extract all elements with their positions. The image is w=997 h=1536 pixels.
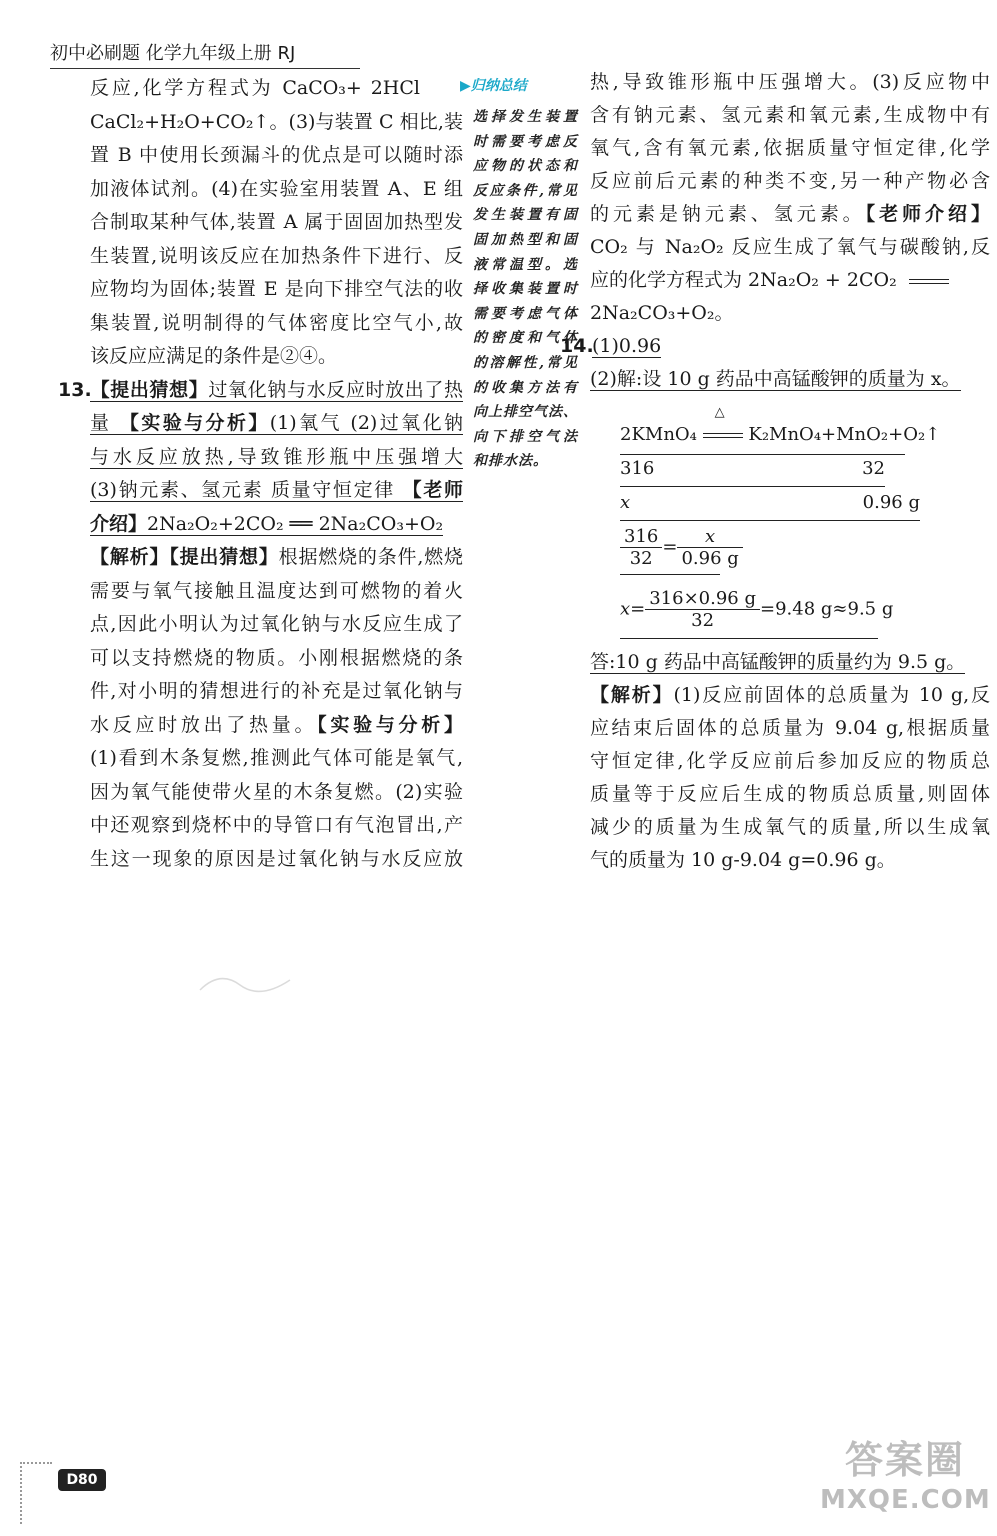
unknown-row [620,492,920,521]
analysis-line: 质量等于反应后生成的物质总质量,则固体 [590,783,990,805]
answer-text: 量 [90,412,112,434]
section-tag: 【解析】 [590,684,674,706]
answer-text: (3)钠元素、氢元素 质量守恒定律 [90,479,395,501]
analysis-text: 水反应时放出了热量。 [90,713,318,736]
analysis-line: 守恒定律,化学反应前后参加反应的物质总 [590,750,990,772]
analysis-line [58,709,463,743]
analysis-line: 气的质量为 10 g-9.04 g=0.96 g。 [590,849,896,871]
q13-line [58,474,463,508]
analysis-line [58,541,463,575]
section-tag: 【实验与分析】 [317,713,463,736]
mass-oxygen: 0.96 g [862,492,920,513]
sidenote-line: 液常温型。选 [473,256,578,273]
text-line [590,264,990,297]
analysis-text: (1)反应前固体的总质量为 10 g,反 [673,684,990,706]
analysis-text: 根据燃烧的条件,燃烧 [278,546,463,568]
analysis-line: 生这一现象的原因是过氧化钠与水反应放 [90,847,463,870]
section-tag: 介绍】 [90,512,148,535]
text-line: 反应,化学方程式为 CaCO₃+ 2HCl [90,77,420,99]
reaction-equation [620,404,941,455]
sidenote-line: 反应条件,常见 [473,182,578,199]
analysis-line: 因为氧气能使带火星的木条复燃。(2)实验 [90,780,463,803]
left-column [58,72,463,876]
analysis-text: 的元素是钠元素、氢元素。 [590,203,866,225]
analysis-line: (1)看到木条复燃,推测此气体可能是氧气, [90,747,463,769]
unknown-x: x [620,492,631,513]
right-column [560,66,990,396]
equals-sign [909,279,949,284]
sidenote-line: 需要考虑气体 [473,305,578,322]
text-line: 反应前后元素的种类不变,另一种产物必含 [590,170,990,192]
summary-tag: ▶归纳总结 [460,78,527,94]
text-line: 置 B 中使用长颈漏斗的优点是可以随时添 [90,144,463,166]
text-line: CO₂ 与 Na₂O₂ 反应生成了氧气与碳酸钠,反 [590,236,990,258]
fraction: $\frac{x}{0.96 g}$ [677,526,742,569]
reactant: 2KMnO₄ [620,424,697,445]
answer-text: (2)解:设 10 g 药品中高锰酸钾的质量为 x。 [590,368,961,390]
equals-sign [703,433,743,438]
fraction: $\frac{316\times 0.96 g}{32}$ [645,588,760,631]
q14-line [560,330,990,363]
sidenote-line: 向上排空气法、 [473,404,578,421]
analysis-line: 需要与氧气接触且温度达到可燃物的着火 [90,579,463,602]
text-line: 热,导致锥形瓶中压强增大。(3)反应物中 [590,71,990,93]
q13-line [58,374,463,408]
text-line: 生装置,说明该反应在加热条件下进行、反 [90,244,463,267]
analysis-line: 减少的质量为生成氧气的质量,所以生成氧 [590,816,990,838]
section-tag: 【提出猜想】 [90,378,209,401]
sidenote-line: 选择发生装置 [473,109,578,125]
text-line: 加液体试剂。(4)在实验室用装置 A、E 组 [90,177,463,200]
q13-line [58,407,463,441]
question-number: 14. [560,335,594,357]
sidenote-line: 应物的状态和 [473,158,578,175]
section-tag: 【实验与分析】 [119,412,270,434]
analysis-line [590,679,990,712]
calculation [620,588,894,639]
corner-dots [20,1462,52,1524]
sidenote-line: 发生装置有固 [473,207,578,224]
answer-text: (1)氧气 (2)过氧化钠 [269,412,463,434]
sidenote-line: 向下排空气法 [473,428,578,445]
text-line [590,198,990,231]
page-number: D80 [58,1469,106,1491]
mass-ratio-row [620,458,885,487]
calc-x: x= [620,598,646,620]
sidenote-line: 的收集方法有 [473,379,578,396]
products: K₂MnO₄+MnO₂+O₂↑ [748,424,941,445]
sidenote-line: 的密度和气体 [473,330,578,347]
text-line: 集装置,说明制得的气体密度比空气小,故 [90,311,463,334]
mass-316: 316 [620,458,655,479]
equation: 应的化学方程式为 2Na₂O₂ + 2CO₂ [590,269,897,291]
analysis-line: 点,因此小明认为过氧化钠与水反应生成了 [90,613,463,635]
q13-line [58,441,463,475]
proportion: $\frac{316}{32}$ = $\frac{x}{0.96 g}$ [620,526,720,575]
analysis-line: 可以支持燃烧的物质。小刚根据燃烧的条 [90,646,463,669]
text-line: 合制取某种气体,装置 A 属于固固加热型发 [90,211,463,233]
delta-sign: △ [714,404,725,420]
mass-32: 32 [862,458,885,479]
question-number: 13. [58,378,92,401]
text-line: 应物均为固体;装置 E 是向下排空气法的收 [90,278,463,300]
section-tag: 【解析】【提出猜想】 [90,546,279,568]
fraction: $\frac{316}{32}$ [620,526,662,569]
section-tag: 【老师介绍】 [865,203,990,225]
text-line: CaCl₂+H₂O+CO₂↑。(3)与装置 C 相比,装 [90,110,463,133]
calc-result: =9.48 g≈9.5 g [760,598,894,620]
q13-line [58,508,463,542]
analysis-line: 件,对小明的猜想进行的补充是过氧化钠与 [90,680,463,702]
text-line: 该反应应满足的条件是②④。 [90,345,338,367]
right-column-bottom [590,646,990,877]
sidenote [473,105,578,474]
heat-equals [703,404,743,446]
answer-text: 过氧化钠与水反应时放出了热 [208,378,463,401]
answer-text: 与水反应放热,导致锥形瓶中压强增大 [90,445,463,468]
answer-text: (1)0.96 [592,335,662,357]
analysis-line: 应结束后固体的总质量为 9.04 g,根据质量 [590,717,990,739]
sidenote-line: 时需要考虑反 [473,133,578,150]
sidenote-line: 的溶解性,常见 [473,354,578,371]
watermark-logo: 答案圈 MXQE.COM [820,1438,991,1515]
sidenote-line: 和排水法。 [473,453,548,470]
page-header: 初中必刷题 化学九年级上册 RJ [50,40,360,69]
sidenote-line: 固加热型和固 [473,231,578,248]
text-line: 含有钠元素、氢元素和氧元素,生成物中有 [590,104,990,126]
analysis-line: 中还观察到烧杯中的导管口有气泡冒出,产 [90,814,463,836]
sidenote-line: 择收集装置时 [473,281,578,298]
text-line: 氧气,含有氧元素,依据质量守恒定律,化学 [590,137,990,159]
section-tag: 【老师 [402,479,463,501]
equation: 2Na₂O₂+2CO₂ ══ 2Na₂CO₃+O₂ [147,512,444,535]
q14-line [590,363,990,396]
paper-smudge [190,965,310,1005]
answer-text: 答:10 g 药品中高锰酸钾的质量约为 9.5 g。 [590,651,966,673]
answer-line [590,646,990,679]
text-line: 2Na₂CO₃+O₂。 [590,302,734,324]
